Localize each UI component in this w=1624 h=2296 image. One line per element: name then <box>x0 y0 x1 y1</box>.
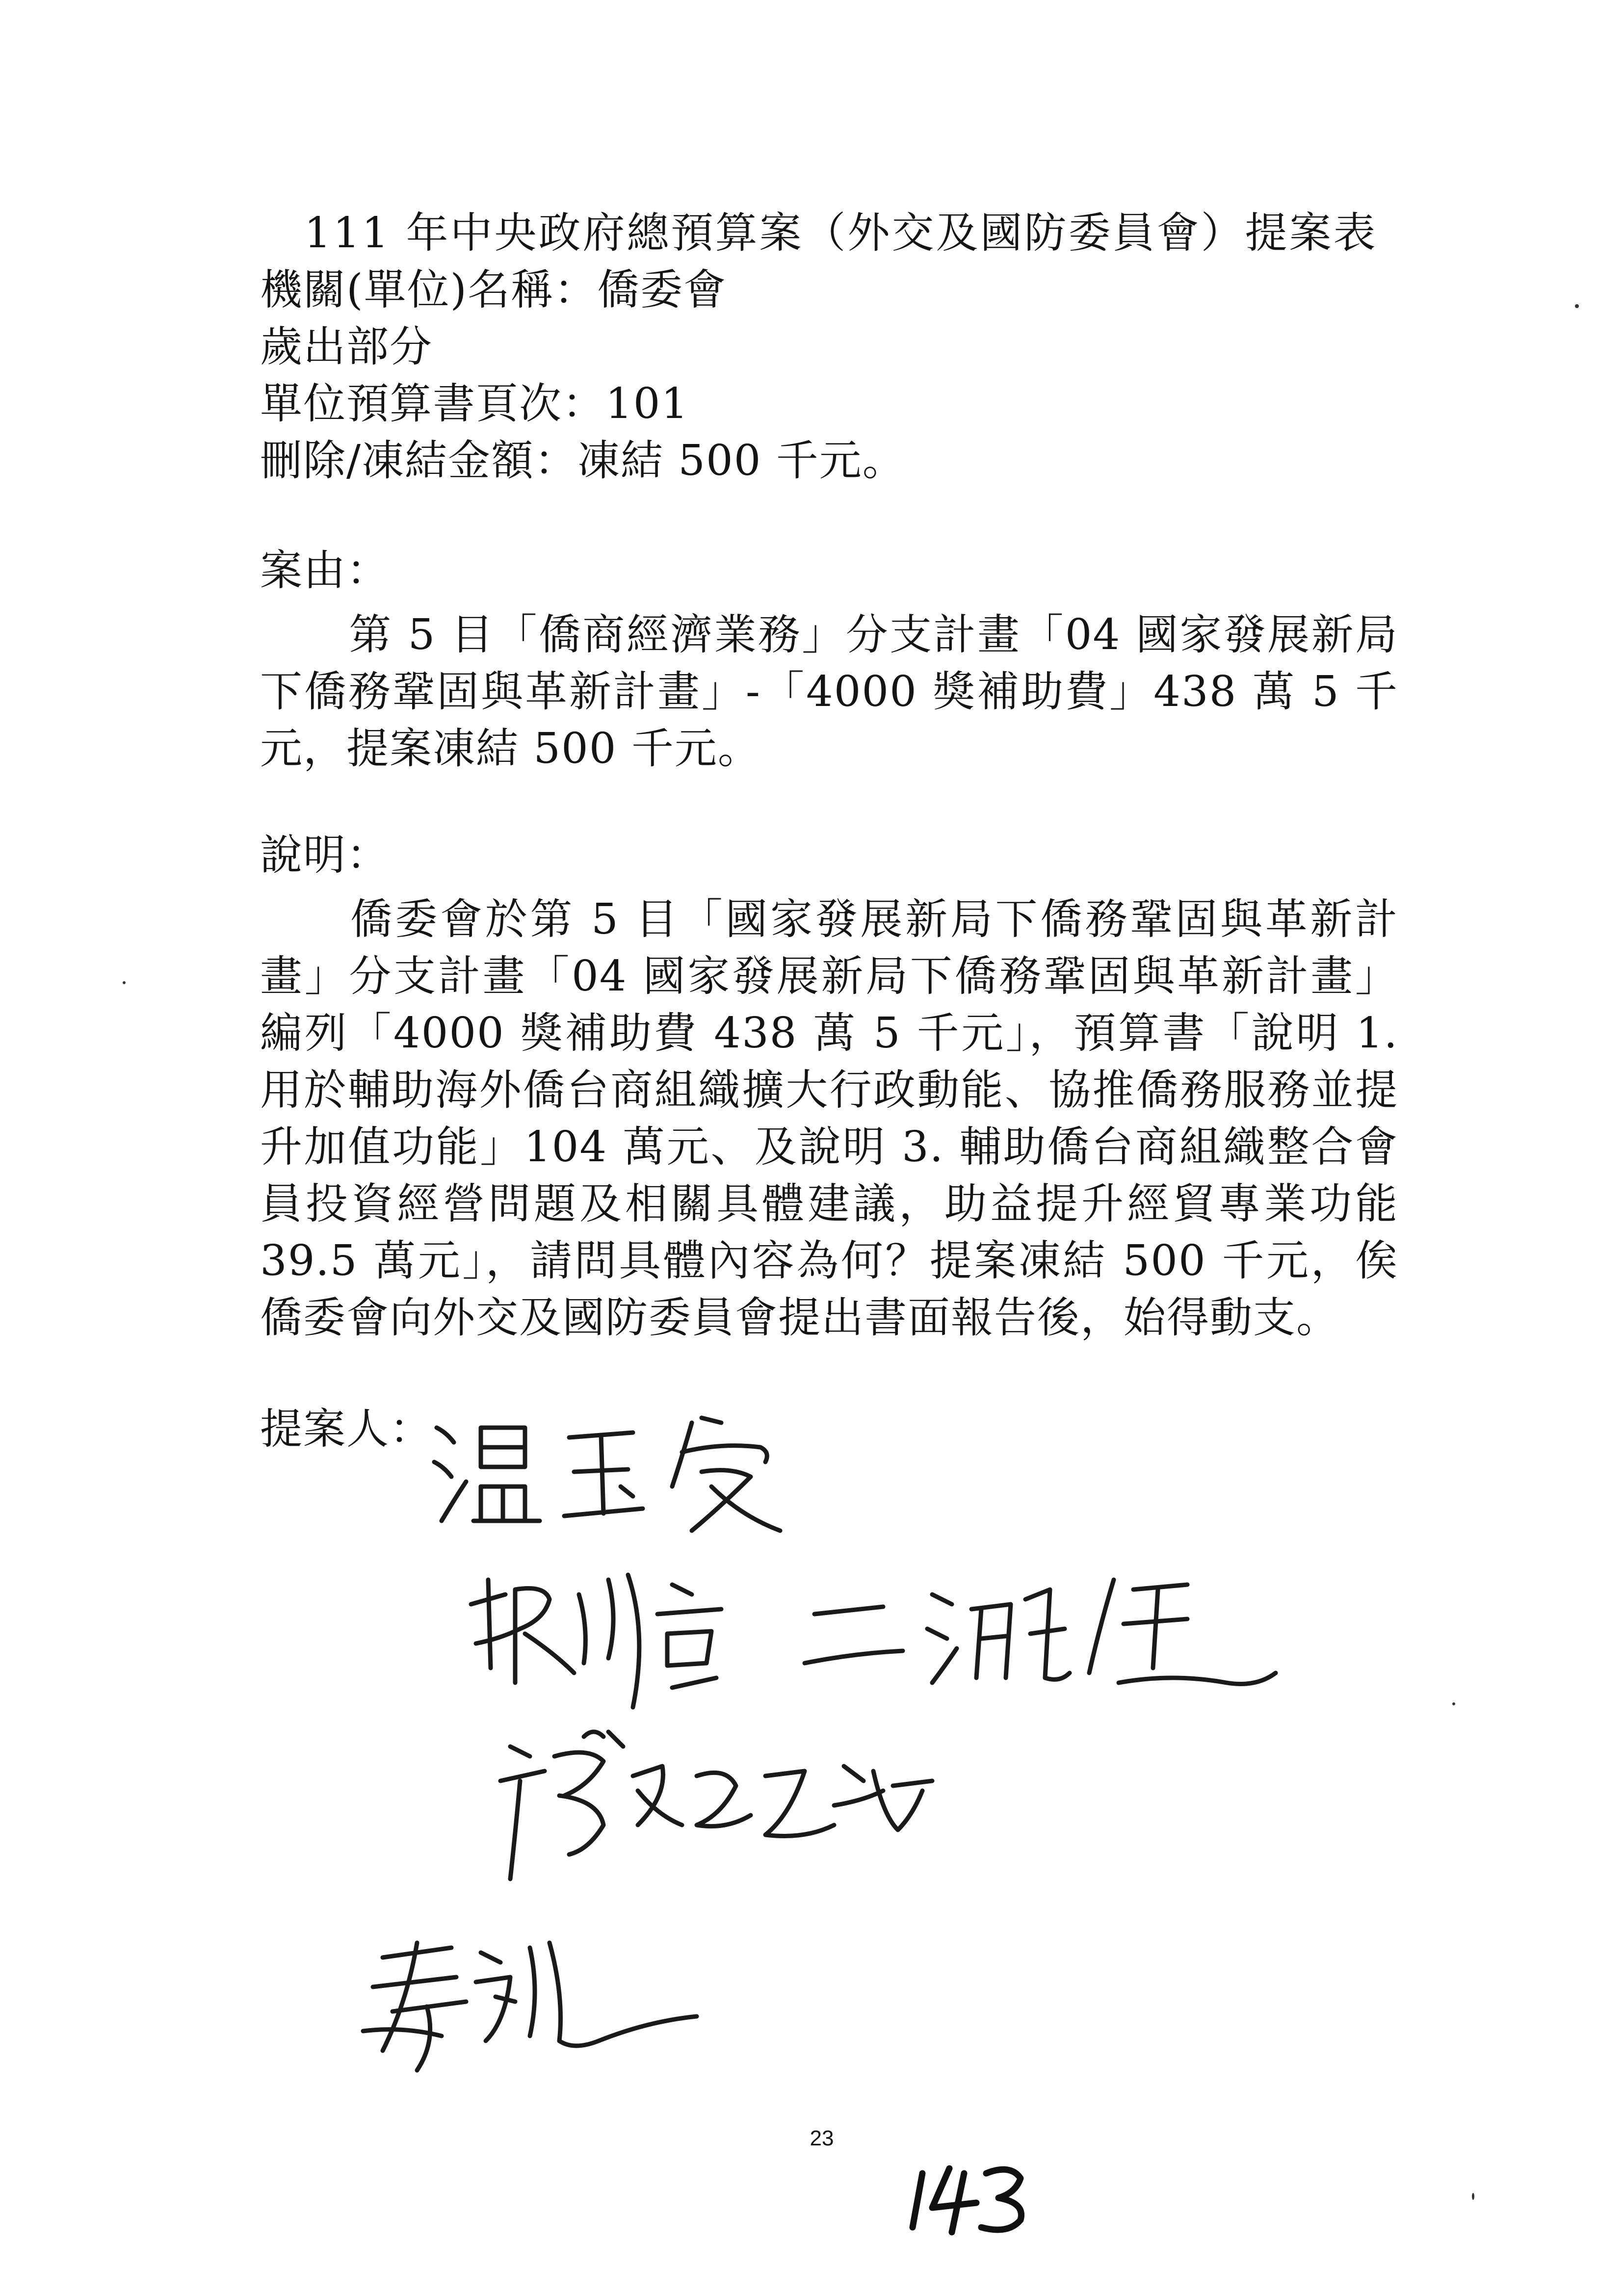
scan-speck <box>1575 304 1579 308</box>
reason-paragraph <box>260 606 1398 777</box>
explanation-heading: 說明： <box>260 831 390 880</box>
budget-page-line: 單位預算書頁次：101 <box>260 379 689 428</box>
signature-1 <box>427 1398 800 1545</box>
scan-speck <box>123 981 126 984</box>
reason-text: 第 5 目「僑商經濟業務」分支計畫「04 國家發展新局下僑務鞏固與革新計畫」-「4000 獎補助費」438 萬 5 千元，提案凍結 500 千元。 <box>260 610 1398 773</box>
signature-2 <box>461 1560 1295 1717</box>
signature-3 <box>491 1717 942 1894</box>
handwritten-page-number <box>903 2154 1040 2239</box>
agency-line: 機關(單位)名稱：僑委會 <box>260 265 727 314</box>
scan-speck <box>1472 2193 1474 2200</box>
proposer-label: 提案人： <box>260 1405 433 1454</box>
reason-heading: 案由： <box>260 546 390 595</box>
document-title: 111 年中央政府總預算案（外交及國防委員會）提案表 <box>304 209 1378 258</box>
amount-line: 刪除/凍結金額：凍結 500 千元。 <box>260 436 906 485</box>
scan-speck <box>1452 1702 1455 1705</box>
explanation-text: 僑委會於第 5 目「國家發展新局下僑務鞏固與革新計畫」分支計畫「04 國家發展新局下僑務鞏固與革新計畫」編列「4000 獎補助費 438 萬 5 千元」，預算書「說明 1. 用於輔助海外僑台商組織擴大行政動能、協推僑務服務並提升加值功能」104 萬元、及說明 3. 輔助僑台商組織整合會員投資經營問題及相關具體建議，助益提升經貿專業功能 39.5 萬元」，請問具體內容為何？提案凍結 500 千元，俟僑委會向外交及國防委員會提出書面報告後，始得動支。 <box>260 895 1398 1342</box>
page-number: 23 <box>810 2126 834 2150</box>
signature-4 <box>353 1923 707 2080</box>
part-line: 歲出部分 <box>260 322 433 371</box>
explanation-paragraph <box>260 891 1398 1346</box>
